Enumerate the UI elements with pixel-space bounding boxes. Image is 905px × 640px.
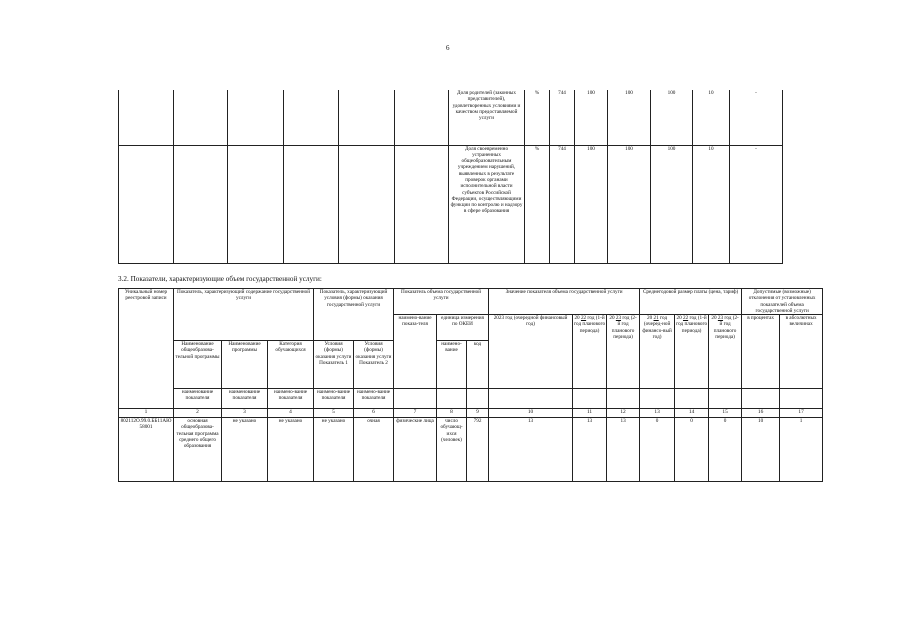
value-cell: 100: [575, 145, 608, 263]
column-number: 12: [607, 409, 640, 418]
header-row: [119, 389, 823, 409]
header-content: Показатель, характеризующий содержание государственной услуги: [174, 289, 314, 341]
header-volume: Показатель объема государственной услуги: [394, 289, 489, 315]
fee-year-1-cell: 0: [675, 418, 709, 482]
header-program: Наименование программы: [222, 341, 268, 389]
indicator-name: Доля своевременно устраненных общеобразовательным учреждением нарушений, выявленных в результате проверок органами исполнительной власти субъектов Российской Федерации, осуществляющими функции по контролю и надзору в сфере образования: [449, 145, 525, 263]
header-absolute: в абсолютных величинах: [780, 315, 823, 389]
category-cell: не указано: [268, 418, 314, 482]
condition-2-cell: очная: [354, 418, 394, 482]
column-number: 17: [780, 409, 823, 418]
volume-name-cell: физические лица: [394, 418, 437, 482]
header-program-name: Наименование общеобразова-тельной программы: [174, 341, 222, 389]
value-cell: 100: [651, 145, 693, 263]
header-condition-1: Условия (формы) оказания услуги Показатель 1: [314, 341, 354, 389]
deviation-cell: 10: [693, 90, 730, 145]
column-number: 7: [394, 409, 437, 418]
header-value: Значение показателя объема государственной услуги: [489, 289, 640, 315]
column-number: 2: [174, 409, 222, 418]
header-reg-number: Уникальный номер реестровой записи: [119, 289, 174, 409]
quality-indicators-table: [118, 90, 783, 264]
unit-code-cell: 792: [467, 418, 489, 482]
header-sub-name: наименование показателя: [222, 389, 268, 409]
value-year-1-cell: 13: [573, 418, 607, 482]
header-sub-name: наимено-вание показателя: [314, 389, 354, 409]
column-number: 11: [573, 409, 607, 418]
unit-cell: %: [525, 90, 550, 145]
section-title: 3.2. Показатели, характеризующие объем государственной услуги:: [118, 275, 322, 283]
header-year-2: 20 23 год (2-й год планового периода): [607, 315, 640, 389]
table-row: [119, 90, 783, 145]
deviation-absolute-cell: 1: [780, 418, 823, 482]
column-number: 4: [268, 409, 314, 418]
volume-indicators-table: [118, 288, 823, 482]
column-numbers-row: [119, 409, 823, 418]
column-number: 3: [222, 409, 268, 418]
value-cell: 100: [608, 90, 651, 145]
column-number: 5: [314, 409, 354, 418]
deviation-abs-cell: -: [730, 90, 783, 145]
unit-name-cell: число обучающ-ихся (человек): [437, 418, 467, 482]
column-number: 10: [489, 409, 573, 418]
deviation-abs-cell: -: [730, 145, 783, 263]
header-allowed-deviation: Допустимые (возможные) отклонения от установленных показателей объема государственной услуги: [742, 289, 823, 315]
reg-number-cell: 802112О.99.0.ББ11АЮ58001: [119, 418, 174, 482]
program-type-cell: не указано: [222, 418, 268, 482]
header-year-2023: 2023 год (очередной финансовый год): [489, 315, 573, 389]
header-year-1: 20 22 год (1-й год планового периода): [573, 315, 607, 389]
column-number: 13: [640, 409, 675, 418]
value-year-2-cell: 13: [607, 418, 640, 482]
header-sub-name: наимено-вание показателя: [268, 389, 314, 409]
header-fee-year-2: 20 23 год (2-й год планового периода): [709, 315, 742, 389]
column-number: 16: [742, 409, 780, 418]
header-unit-name: наимено-вание: [437, 341, 467, 389]
fee-year-2-cell: 0: [709, 418, 742, 482]
value-cell: 100: [575, 90, 608, 145]
okei-cell: 744: [550, 145, 575, 263]
deviation-percent-cell: 10: [742, 418, 780, 482]
fee-year-0-cell: 0: [640, 418, 675, 482]
header-fee-year-1: 20 22 год (1-й год планового периода): [675, 315, 709, 389]
header-unit-code: код: [467, 341, 489, 389]
column-number: 15: [709, 409, 742, 418]
table-row: [119, 418, 823, 482]
column-number: 8: [437, 409, 467, 418]
indicator-name: Доля родителей (законных представителей), удовлетворенных условиями и качеством предоставляемой услуги: [449, 90, 525, 145]
condition-1-cell: не указано: [314, 418, 354, 482]
column-number: 9: [467, 409, 489, 418]
deviation-cell: 10: [693, 145, 730, 263]
header-conditions: Показатель, характеризующий условия (формы) оказания государственной услуги: [314, 289, 394, 341]
header-avg-fee: Среднегодовой размер платы (цена, тариф): [640, 289, 742, 315]
okei-cell: 744: [550, 90, 575, 145]
value-2023-cell: 13: [489, 418, 573, 482]
header-category: Категория обучающихся: [268, 341, 314, 389]
header-condition-2: Условия (формы) оказания услуги Показатель 2: [354, 341, 394, 389]
header-sub-name: наименование показателя: [174, 389, 222, 409]
header-percent: в процентах: [742, 315, 780, 389]
header-fee-year-0: 20 21 год (очеред-ной финансо-вый год): [640, 315, 675, 389]
page-number: 6: [446, 44, 450, 52]
value-cell: 100: [651, 90, 693, 145]
header-sub-name: наимено-вание показателя: [354, 389, 394, 409]
program-cell: основная общеобразова-тельная программа среднего общего образования: [174, 418, 222, 482]
column-number: 1: [119, 409, 174, 418]
unit-cell: %: [525, 145, 550, 263]
value-cell: 100: [608, 145, 651, 263]
column-number: 6: [354, 409, 394, 418]
header-row: [119, 289, 823, 315]
header-unit-okei: единица измерения по ОКЕИ: [437, 315, 489, 341]
column-number: 14: [675, 409, 709, 418]
header-volume-name: наимено-вание показа-теля: [394, 315, 437, 389]
table-row: [119, 145, 783, 263]
